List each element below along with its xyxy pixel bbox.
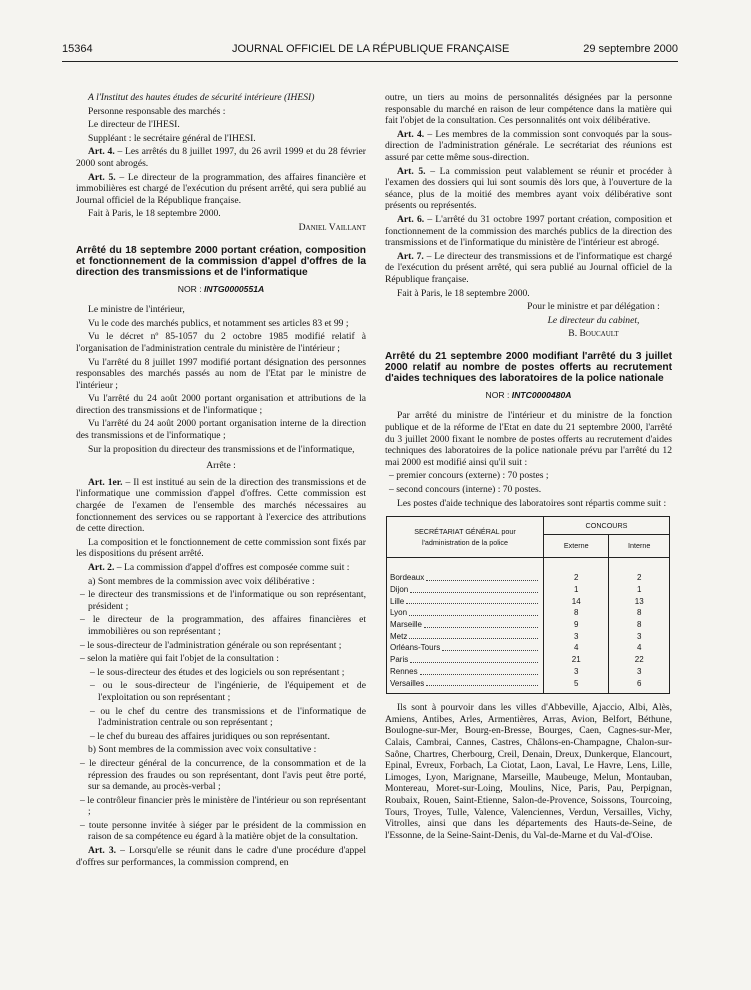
- interne-value: 3: [637, 666, 642, 676]
- article-text: – Il est institué au sein de la direction des transmissions et de l'informatique une commission d'appel d'offres. Cette commission est chargée de l'examen de l'ensemble des marchés nécessaires au fonctionnement des services ou se rapportant à l'exercice des attributions de cette direction.: [76, 476, 366, 535]
- arrete: Arrête :: [206, 460, 236, 472]
- article-text: – Le directeur de la programmation, des affaires financière et immobilières est chargé de l'exécution du présent arrêté, qui sera publié au Journal officiel de la République française.: [76, 171, 367, 206]
- table-row-name: [390, 584, 540, 596]
- list-item: – le directeur de la programmation, des affaires financières et immobilières ou son représentant ;: [80, 614, 366, 637]
- nor-reference: [76, 284, 366, 296]
- list-item: – le sous-directeur de l'administration générale ou son représentant ;: [80, 639, 342, 651]
- article-text: – La commission d'appel d'offres est composée comme suit :: [114, 562, 350, 573]
- city-name: Dijon: [390, 584, 409, 594]
- article-5: [76, 172, 366, 207]
- paragraph: Les postes d'aide technique des laboratoires sont répartis comme suit :: [397, 497, 667, 509]
- dot-leader: [426, 685, 538, 686]
- paragraph: Le directeur de l'IHESI.: [88, 119, 180, 131]
- table-row-name: [390, 678, 540, 690]
- interne-value: 4: [637, 643, 642, 653]
- dot-leader: [409, 615, 538, 616]
- nor-reference: [385, 390, 672, 402]
- nor-label: NOR :: [177, 283, 205, 294]
- article-label: Art. 3.: [88, 845, 117, 857]
- city-name: Orléans-Tours: [390, 643, 441, 653]
- list-item: – le chef du bureau des affaires juridiques ou son représentant.: [90, 730, 330, 742]
- table-row-name: [390, 666, 540, 678]
- externe-value: 8: [574, 608, 579, 618]
- article-5: [385, 166, 672, 212]
- interne-value: 2: [637, 573, 642, 583]
- nor-code: INTC0000480A: [511, 389, 572, 400]
- paragraph: Vu le code des marchés publics, et notamment ses articles 83 et 99 ;: [88, 317, 349, 329]
- article-7: [385, 251, 672, 286]
- paragraph: Vu l'arrêté du 8 juillet 1997 modifié portant désignation des personnes responsables des marchés passés au nom de l'Etat par le ministre de l'intérieur ;: [76, 356, 366, 391]
- dot-leader: [409, 638, 538, 639]
- paragraph: Sur la proposition du directeur des transmissions et de l'informatique,: [88, 443, 355, 455]
- decree-title: Arrêté du 18 septembre 2000 portant création, composition et fonctionnement de la commission d'appel d'offres de la direction des transmissions et de l'informatique: [76, 244, 366, 278]
- article-4: [76, 146, 366, 169]
- list-item: – le directeur général de la concurrence, de la consommation et de la répression des fraudes ou son représentant, dont l'avis peut être porté, sur sa demande, au procès-verbal ;: [80, 757, 366, 793]
- city-name: Rennes: [390, 666, 418, 676]
- externe-value: 4: [574, 643, 579, 653]
- article-text: – Les arrêtés du 8 juillet 1997, du 26 avril 1999 et du 28 février 2000 sont abrogés.: [76, 146, 366, 169]
- article-label: Art. 1er.: [88, 476, 123, 488]
- article-4: [385, 129, 672, 164]
- running-header: [62, 43, 678, 57]
- article-text: – Les membres de la commission sont convoqués par la sous-direction de l'administration générale. Le secrétariat des réunions est assuré par cette même sous-direction.: [385, 128, 672, 163]
- table-header-interne: Interne: [609, 534, 670, 558]
- city-name: Marseille: [390, 620, 423, 630]
- signature: B. Boucault: [568, 328, 619, 340]
- table-col-names: [387, 558, 544, 694]
- table-col-externe: [544, 558, 609, 694]
- list-item: – selon la matière qui fait l'objet de la consultation :: [80, 653, 279, 665]
- paragraph: Le ministre de l'intérieur,: [88, 304, 185, 316]
- list-item: – premier concours (externe) : 70 postes ;: [389, 470, 549, 482]
- paragraph: Par arrêté du ministre de l'intérieur et du ministre de la fonction publique et de la réforme de l'Etat en date du 21 septembre 2000, l'arrêté du 3 juillet 2000 fixant le nombre de postes offerts au recrutement d'aides techniques des laboratoires de la police nationale prévu par l'arrêté du 12 mai 2000 est modifié ainsi qu'il suit :: [385, 410, 672, 468]
- externe-value: 2: [574, 573, 579, 583]
- externe-value: 9: [574, 620, 579, 630]
- interne-value: 22: [634, 655, 644, 665]
- city-name: Versailles: [390, 678, 425, 688]
- city-name: Metz: [390, 631, 408, 641]
- table-row-name: [390, 642, 540, 654]
- externe-value: 14: [571, 596, 581, 606]
- table-row-name: [390, 654, 540, 666]
- list-item: – second concours (interne) : 70 postes.: [389, 484, 542, 496]
- decree-title: Arrêté du 21 septembre 2000 modifiant l'arrêté du 3 juillet 2000 relatif au nombre de postes offerts au recrutement d'aides techniques des laboratoires de la police nationale: [385, 350, 672, 384]
- dot-leader: [406, 603, 538, 604]
- city-name: Bordeaux: [390, 573, 425, 583]
- article-6: [385, 214, 672, 249]
- externe-value: 3: [574, 631, 579, 641]
- article-label: Art. 6.: [397, 213, 425, 225]
- paragraph: Vu le décret nº 85-1057 du 2 octobre 1985 modifié relatif à l'organisation de l'administration centrale du ministère de l'intérieur ;: [76, 331, 366, 354]
- list-item: – le directeur des transmissions et de l'informatique ou son représentant, président ;: [80, 589, 366, 612]
- right-column: [385, 92, 672, 843]
- table-row-name: [390, 596, 540, 608]
- article-label: Art. 5.: [397, 165, 426, 177]
- table-row-name: [390, 619, 540, 631]
- table-header-externe: Externe: [544, 534, 609, 558]
- paragraph: Suppléant : le secrétaire général de l'IHESI.: [88, 132, 256, 144]
- signature-line: Le directeur du cabinet,: [547, 314, 640, 326]
- ihesi-heading: A l'Institut des hautes études de sécurité intérieure (IHESI): [88, 92, 315, 103]
- article-label: Art. 4.: [397, 128, 425, 140]
- article-text: – Le directeur des transmissions et de l'informatique est chargé de l'exécution du présent arrêté, qui sera publié au Journal officiel de la République française.: [385, 250, 672, 285]
- paragraph: Personne responsable des marchés :: [88, 105, 226, 117]
- dot-leader: [426, 580, 538, 581]
- table-row-name: [390, 572, 540, 584]
- paragraph: Vu l'arrêté du 24 août 2000 portant organisation interne de la direction des transmissions et de l'informatique ;: [76, 418, 366, 442]
- externe-value: 3: [574, 666, 579, 676]
- interne-value: 1: [637, 584, 642, 594]
- dot-leader: [410, 662, 538, 663]
- table-row-name: [390, 607, 540, 619]
- article-1: [76, 477, 366, 535]
- signature-line: Pour le ministre et par délégation :: [527, 301, 660, 313]
- list-item: – le contrôleur financier près le ministère de l'intérieur ou son représentant ;: [80, 794, 366, 818]
- journal-title: JOURNAL OFFICIEL DE LA RÉPUBLIQUE FRANÇAISE: [232, 43, 510, 55]
- dot-leader: [442, 650, 538, 651]
- article-label: Art. 2.: [88, 562, 115, 573]
- dot-leader: [410, 592, 538, 593]
- dot-leader: [424, 627, 538, 628]
- signature: Daniel Vaillant: [298, 221, 366, 233]
- externe-value: 1: [574, 584, 579, 594]
- list-item: – toute personne invitée à siéger par le président de la commission en raison de sa compétence eu égard à la matière objet de la consultation.: [80, 819, 366, 843]
- article-label: Art. 5.: [88, 171, 116, 183]
- paragraph: Vu l'arrêté du 24 août 2000 portant organisation et attributions de la direction des transmissions et de l'informatique ;: [76, 393, 366, 416]
- paragraph: Ils sont à pourvoir dans les villes d'Abbeville, Ajaccio, Albi, Alès, Amiens, Antibes, Arles, Armentières, Arras, Avion, Belfort, Béthune, Boulogne-sur-Mer, Bourg-en-Bresse, Bourges, Caen, Cagnes-sur-Mer, Calais, Cambrai, Cannes, Castres, Châlons-en-Champagne, Chalon-sur-Saône, Chartres, Cherbourg, Creil, Denain, Dreux, Dunkerque, Elancourt, Epinal, Evreux, Forbach, La Ciotat, Laon, Laval, Le Havre, Lens, Lille, Limoges, Lyon, Marignane, Marseille, Maubeuge, Melun, Montauban, Montereau, Moret-sur-Loing, Moulins, Nice, Paris, Pau, Perpignan, Roubaix, Rouen, Saint-Etienne, Salon-de-Provence, Soissons, Tourcoing, Tours, Troyes, Tulle, Valence, Valenciennes, Verdun, Versailles, Vichy, Vitrolles, ainsi que dans les départements des Hauts-de-Seine, de l'Essonne, de la Seine-Saint-Denis, du Val-de-Marne et du Val-d'Oise.: [385, 702, 672, 841]
- list-item: – ou le sous-directeur de l'ingénierie, de l'équipement et de l'exploitation ou son représentant ;: [90, 680, 366, 703]
- table-row-name: [390, 631, 540, 643]
- city-name: Lille: [390, 596, 405, 606]
- table-header-group: CONCOURS: [544, 517, 670, 534]
- externe-value: 21: [571, 655, 581, 665]
- city-name: Lyon: [390, 608, 408, 618]
- interne-value: 13: [634, 596, 644, 606]
- article-2: [76, 562, 366, 574]
- paragraph: La composition et le fonctionnement de cette commission sont fixés par les dispositions du présent arrêté.: [76, 536, 366, 560]
- interne-value: 8: [637, 608, 642, 618]
- paragraph: outre, un tiers au moins de personnalités désignées par la personne responsable du marché en raison de leur compétence dans la matière qui fait l'objet de la consultation. Ces personnalités ont voix délibérative.: [385, 92, 672, 127]
- article-3: [76, 845, 366, 868]
- left-column: [76, 92, 366, 870]
- interne-value: 8: [637, 620, 642, 630]
- dot-leader: [420, 674, 538, 675]
- fait-a-paris: Fait à Paris, le 18 septembre 2000.: [397, 287, 530, 299]
- nor-label: NOR :: [485, 389, 512, 400]
- city-name: Paris: [390, 655, 409, 665]
- article-label: Art. 7.: [397, 250, 424, 262]
- article-text: – La commission peut valablement se réunir et procéder à l'examen des dossiers qui lui sont soumis dès lors que, à l'ouverture de la séance, plus de la moitié des membres ayant voix délibérative sont présents ou représentés.: [385, 165, 673, 212]
- table-header-left: SECRÉTARIAT GÉNÉRAL pour l'administration de la police: [387, 517, 544, 558]
- fait-a-paris: Fait à Paris, le 18 septembre 2000.: [88, 208, 221, 220]
- header-rule: [62, 61, 678, 62]
- paragraph: b) Sont membres de la commission avec voix consultative :: [88, 744, 317, 756]
- page-number: 15364: [62, 43, 93, 55]
- nor-code: INTG0000551A: [204, 283, 265, 294]
- issue-date: 29 septembre 2000: [583, 43, 678, 55]
- paragraph: a) Sont membres de la commission avec voix délibérative :: [88, 575, 315, 587]
- externe-value: 5: [574, 678, 579, 688]
- article-text: – L'arrêté du 31 octobre 1997 portant création, composition et fonctionnement de la commission des marchés publics de la direction des transmissions et de l'informatique du ministère de l'intérieur est abrogé.: [385, 213, 673, 249]
- table-col-interne: [609, 558, 670, 694]
- article-label: Art. 4.: [88, 146, 115, 158]
- interne-value: 3: [637, 631, 642, 641]
- interne-value: 6: [637, 678, 642, 688]
- list-item: – ou le chef du centre des transmissions et de l'informatique de l'administration centrale ou son représentant ;: [90, 705, 366, 729]
- list-item: – le sous-directeur des études et des logiciels ou son représentant ;: [90, 666, 345, 678]
- article-text: – Lorsqu'elle se réunit dans le cadre d'une procédure d'appel d'offres sur performances, la commission comprend, en: [76, 845, 366, 868]
- posts-table: [386, 516, 670, 694]
